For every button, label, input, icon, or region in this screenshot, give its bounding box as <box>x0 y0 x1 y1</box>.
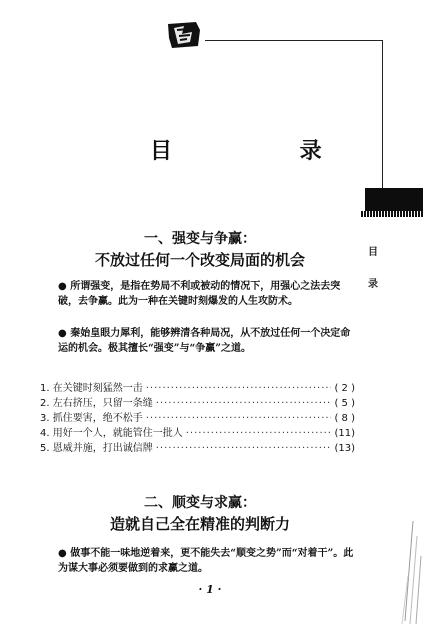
page-title: 目 录 <box>150 138 382 164</box>
section-1-heading <box>40 229 360 271</box>
section-1-bullet-1: ● 所谓强变，是指在势局不利或被动的情况下，用强心之法去突破，去争赢。此为一种在关键时刻爆发的人生攻防术。 <box>58 281 341 307</box>
toc-leader-dots <box>156 441 332 456</box>
frame-right-line <box>382 40 383 188</box>
frame-top-line <box>205 40 383 41</box>
toc-entry[interactable] <box>40 426 355 441</box>
edge-thumb-tab <box>365 188 423 212</box>
toc-entry[interactable] <box>40 441 355 456</box>
publisher-logo-icon <box>166 20 202 50</box>
page-number: · 1 · <box>198 583 222 596</box>
toc-list <box>40 381 355 456</box>
toc-entry-page: ( 5 ) <box>334 398 355 409</box>
toc-entry-title: 1. 在关键时刻猛然一击 <box>40 383 143 394</box>
toc-entry-page: (13) <box>334 443 355 454</box>
scan-edge-marks <box>353 516 423 630</box>
side-label-char-2: 录 <box>368 279 378 290</box>
toc-entry-title: 2. 左右挤压，只留一条缝 <box>40 398 153 409</box>
toc-entry-page: ( 2 ) <box>334 383 355 394</box>
toc-entry[interactable] <box>40 396 355 411</box>
section-2-heading <box>40 493 360 535</box>
section-1-bullet-2: ● 秦始皇眼力犀利，能够辨清各种局况，从不放过任何一个决定命运的机会。极其擅长“强变”与“争赢”之道。 <box>58 328 351 354</box>
toc-entry-title: 3. 抓住要害，绝不松手 <box>40 413 143 424</box>
section-2-bullet-1: ● 做事不能一味地逆着来，更不能失去“顺变之势”而“对着干”。此为谋大事必须要做到的求赢之道。 <box>58 548 354 574</box>
section-2-heading-line1: 二、顺变与求赢： <box>144 495 256 511</box>
toc-entry-page: ( 8 ) <box>334 413 355 424</box>
toc-leader-dots <box>156 396 332 411</box>
toc-entry[interactable] <box>40 411 355 426</box>
side-label-char-1: 目 <box>368 247 378 258</box>
toc-entry-page: (11) <box>334 428 355 439</box>
toc-leader-dots <box>146 381 332 396</box>
toc-leader-dots <box>186 426 332 441</box>
section-2-heading-line2: 造就自己全在精准的判断力 <box>109 515 290 533</box>
section-1-heading-line1: 一、强变与争赢： <box>144 231 256 247</box>
section-1-heading-line2: 不放过任何一个改变局面的机会 <box>94 251 305 269</box>
toc-entry-title: 4. 用好一个人，就能管住一批人 <box>40 428 183 439</box>
toc-leader-dots <box>146 411 332 426</box>
toc-entry-title: 5. 恩威并施，打出诚信牌 <box>40 443 153 454</box>
toc-entry[interactable] <box>40 381 355 396</box>
